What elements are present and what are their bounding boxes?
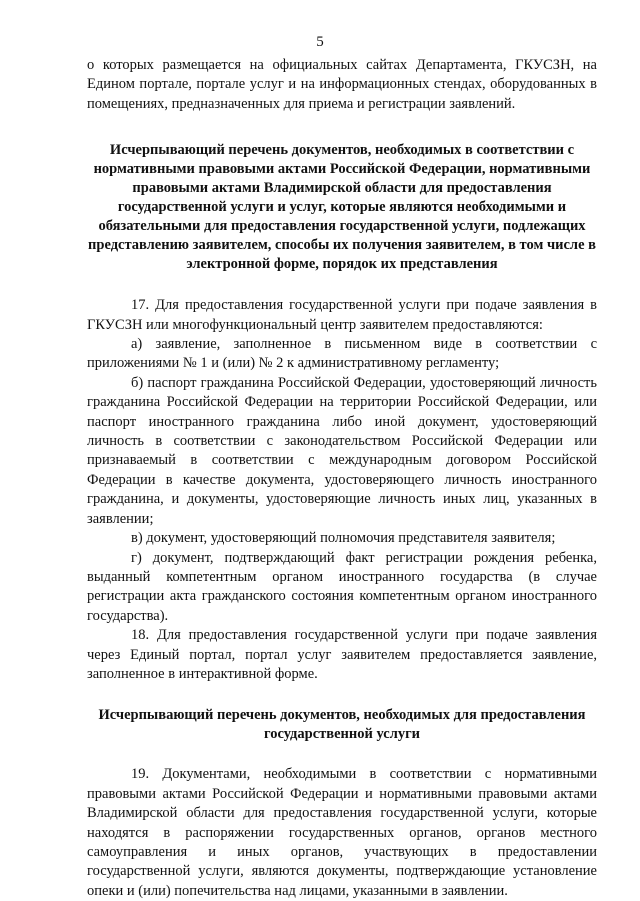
page-number: 5 (316, 34, 324, 50)
paragraph-17: 17. Для предоставления государственной услуги при подаче заявления в ГКУСЗН или многофункциональный центр заявителем предоставляются: (87, 297, 597, 333)
list-item-g: г) документ, подтверждающий факт регистрации рождения ребенка, выданный компетентным органом иностранного государства (в случае регистрации акта гражданского состояния компетентным органом иностранного государства). (87, 549, 597, 624)
paragraph-18: 18. Для предоставления государственной услуги при подаче заявления через Единый портал, портал услуг заявителем предоставляется заявление, заполненное в интерактивной форме. (87, 627, 597, 682)
document-body (87, 56, 597, 901)
intro-paragraph: о которых размещается на официальных сайтах Департамента, ГКУСЗН, на Едином портале, портале услуг и на информационных стендах, оборудованных в помещениях, предназначенных для приема и регистрации заявлений. (87, 57, 597, 112)
list-item-a: а) заявление, заполненное в письменном виде в соответствии с приложениями № 1 и (или) № 2 к административному регламенту; (87, 336, 597, 372)
paragraph-19: 19. Документами, необходимыми в соответствии с нормативными правовыми актами Российской Федерации и нормативными правовыми актами Владимирской области для предоставления государственной услуги, которые находятся в распоряжении государственных органов, органов местного самоуправления и иных органов, участвующих в предоставлении государственной услуги, являются документы, подтверждающие установление опеки и (или) попечительства над лицами, указанными в заявлении. (87, 766, 597, 899)
list-item-b: б) паспорт гражданина Российской Федерации, удостоверяющий личность гражданина Российской Федерации на территории Российской Федерации, или паспорт иностранного гражданина либо иной документ, удостоверяющий личность в соответствии с законодательством Российской Федерации или признаваемый в соответствии с международным договором Российской Федерации в качестве документа, удостоверяющего личность иностранного гражданина, и документы, удостоверяющие личность иных лиц, указанных в заявлении; (87, 374, 597, 527)
list-item-v: в) документ, удостоверяющий полномочия представителя заявителя; (131, 530, 556, 547)
section-heading-required-documents: Исчерпывающий перечень документов, необходимых в соответствии с нормативными правовыми актами Российской Федерации, нормативными правовыми актами Владимирской области для предоставления государственной услуги и услуг, которые являются необходимыми и обязательными для предоставления государственной услуги, подлежащих представлению заявителем, способы их получения заявителем, в том числе в электронной форме, порядок их представления (88, 142, 596, 273)
section-heading-necessary-documents: Исчерпывающий перечень документов, необходимых для предоставления государственной услуги (98, 707, 586, 743)
